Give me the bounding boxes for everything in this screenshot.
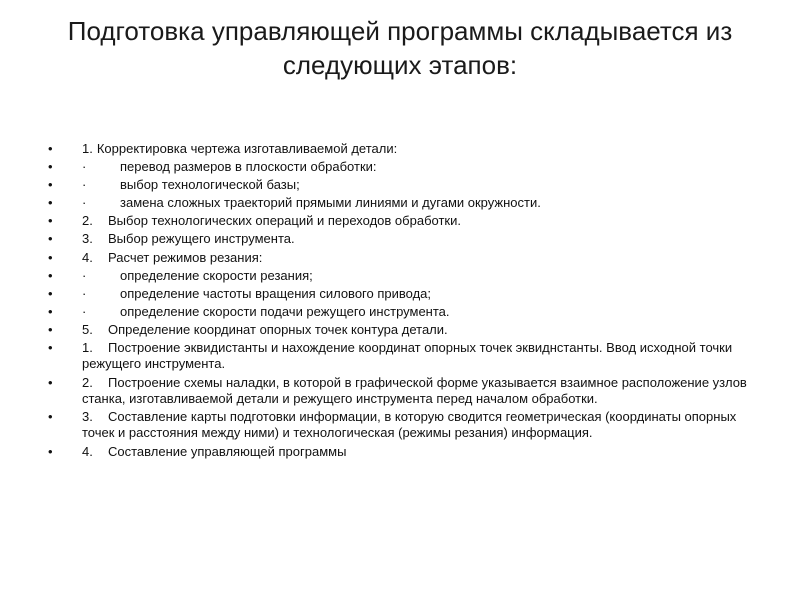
item-marker: 4. — [82, 443, 93, 459]
item-marker: 3. — [82, 409, 93, 425]
bullet-icon: • — [48, 195, 53, 211]
bullet-icon: • — [48, 285, 53, 301]
item-text: выбор технологической базы; — [120, 177, 300, 193]
item-text: Выбор режущего инструмента. — [108, 231, 295, 247]
item-marker: · — [82, 303, 87, 319]
bullet-icon: • — [48, 374, 53, 390]
list-item — [48, 141, 760, 157]
bullet-icon: • — [48, 321, 53, 337]
steps-list — [48, 141, 760, 462]
bullet-icon: • — [48, 249, 53, 265]
item-marker: 2. — [82, 213, 93, 229]
item-marker: 5. — [82, 321, 93, 337]
list-item — [48, 231, 760, 247]
item-text: Построение эквидистанты и нахождение координат опорных точек эквиднстанты. Ввод исходной точки режущего инструмента. — [82, 340, 733, 372]
bullet-icon: • — [48, 177, 53, 193]
item-text: определение частоты вращения силового привода; — [120, 285, 432, 301]
item-marker: 1. — [82, 340, 93, 356]
item-text: Построение схемы наладки, в которой в графической форме указывается взаимное расположение узлов станка, изготавливаемой детали и режущего инструмента перед началом обработки. — [82, 374, 747, 406]
list-item — [48, 268, 760, 284]
list-item — [48, 375, 760, 408]
bullet-icon: • — [48, 267, 53, 283]
bullet-icon: • — [48, 159, 53, 175]
slide-title-line-1: Подготовка управляющей программы складывается из — [67, 16, 733, 46]
list-item — [48, 195, 760, 211]
item-text: определение скорости резания; — [120, 267, 313, 283]
bullet-icon: • — [48, 303, 53, 319]
item-text: замена сложных траекторий прямыми линиями и дугами окружности. — [120, 195, 541, 211]
item-text: Выбор технологических операций и переходов обработки. — [108, 213, 461, 229]
bullet-icon: • — [48, 340, 53, 356]
list-item — [48, 250, 760, 266]
item-marker: 1. — [82, 141, 93, 156]
item-text: Определение координат опорных точек контура детали. — [108, 321, 448, 337]
list-item — [48, 286, 760, 302]
item-text: определение скорости подачи режущего инструмента. — [120, 303, 450, 319]
item-text: Корректировка чертежа изготавливаемой детали: — [96, 141, 398, 156]
list-item — [48, 322, 760, 338]
slide-title-line-2: следующих этапов: — [282, 50, 518, 80]
item-marker: · — [82, 267, 87, 283]
bullet-icon: • — [48, 213, 53, 229]
bullet-icon: • — [48, 409, 53, 425]
item-text: Расчет режимов резания: — [108, 249, 263, 265]
list-item — [48, 213, 760, 229]
bullet-icon: • — [48, 443, 53, 459]
item-marker: 3. — [82, 231, 93, 247]
item-marker: 2. — [82, 374, 93, 390]
list-item — [48, 340, 760, 373]
item-marker: 4. — [82, 249, 93, 265]
list-item — [48, 409, 760, 442]
item-marker: · — [82, 285, 87, 301]
item-marker: · — [82, 195, 87, 211]
item-text: перевод размеров в плоскости обработки: — [120, 159, 377, 175]
bullet-icon: • — [48, 141, 53, 156]
list-item — [48, 444, 760, 460]
slide-title — [40, 14, 760, 82]
item-text: Составление карты подготовки информации, в которую сводится геометрическая (координаты опорных точек и расстояния между ними) и технологическая (режимы резания) информация. — [82, 409, 737, 441]
item-text: Составление управляющей программы — [108, 443, 347, 459]
list-item — [48, 159, 760, 175]
item-marker: · — [82, 177, 87, 193]
item-marker: · — [82, 159, 87, 175]
list-item — [48, 177, 760, 193]
bullet-icon: • — [48, 231, 53, 247]
list-item — [48, 304, 760, 320]
